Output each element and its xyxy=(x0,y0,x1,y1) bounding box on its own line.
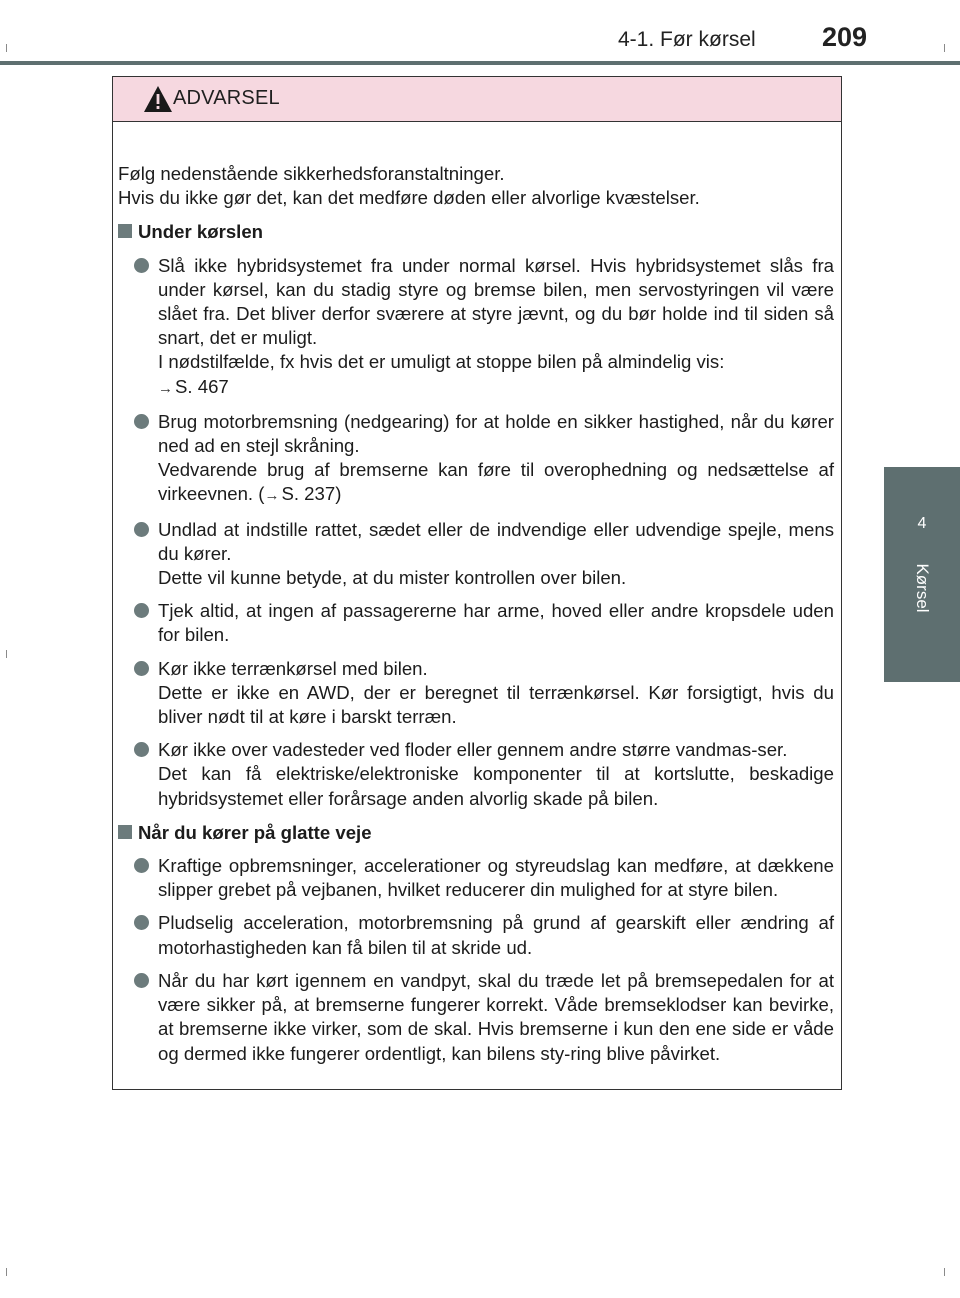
bullet-dot-icon xyxy=(134,603,149,618)
warning-body xyxy=(118,162,834,1066)
paragraph: Kør ikke over vadesteder ved floder eller gennem andre større vandmas-ser. xyxy=(158,739,788,761)
intro-line: Hvis du ikke gør det, kan det medføre døden eller alvorlige kvæstelser. xyxy=(118,187,700,209)
warning-title: ADVARSEL xyxy=(173,87,280,109)
warning-intro xyxy=(118,162,834,210)
bullet-dot-icon xyxy=(134,258,149,273)
list-item xyxy=(118,657,834,730)
crop-mark xyxy=(944,1268,945,1276)
list-item xyxy=(118,518,834,591)
paragraph xyxy=(158,458,834,508)
paragraph: Kraftige opbremsninger, accelerationer og styreudslag kan medføre, at dækkene slipper grebet på vejbanen, hvilket reducerer din mulighed for at styre bilen. xyxy=(158,855,834,901)
intro-line: Følg nedenstående sikkerhedsforanstaltninger. xyxy=(118,163,505,184)
page-reference xyxy=(158,375,834,401)
list-item xyxy=(118,254,834,401)
list-item xyxy=(118,911,834,959)
section-title: 4-1. Før kørsel xyxy=(618,28,756,51)
paragraph: Brug motorbremsning (nedgearing) for at holde en sikker hastighed, når du kører ned ad en stejl skråning. xyxy=(158,410,834,457)
paragraph: I nødstilfælde, fx hvis det er umuligt at stoppe bilen på almindelig vis: xyxy=(158,351,725,373)
crop-mark xyxy=(944,44,945,52)
paragraph: Dette er ikke en AWD, der er beregnet til terrænkørsel. Kør forsigtigt, hvis du bliver nødt til at køre i barskt terræn. xyxy=(158,681,834,728)
paragraph-text: Vedvarende brug af bremserne kan føre til overophedning og nedsættelse af virkeevnen. ( xyxy=(158,459,834,505)
bullet-dot-icon xyxy=(134,858,149,873)
bullet-dot-icon xyxy=(134,915,149,930)
bullet-dot-icon xyxy=(134,522,149,537)
chapter-number: 4 xyxy=(917,515,927,532)
list-item xyxy=(118,854,834,902)
list-item xyxy=(118,410,834,509)
paragraph: Pludselig acceleration, motorbremsning på grund af gearskift eller ændring af motorhastigheden kan få bilen til at skride ud. xyxy=(158,912,834,958)
crop-mark xyxy=(6,44,7,52)
page-number: 209 xyxy=(822,22,868,52)
list-item xyxy=(118,969,834,1066)
paragraph: Dette vil kunne betyde, at du mister kontrollen over bilen. xyxy=(158,567,627,589)
warning-header xyxy=(113,77,841,122)
page-reference-text: S. 467 xyxy=(175,375,229,397)
paragraph: Når du har kørt igennem en vandpyt, skal du træde let på bremsepedalen for at være sikker på, at bremserne fungerer korrekt. Våde bremseklodser kan bevirke, at bremserne ikke virker, som de skal. Hvis bremserne i kun den ene side er våde og dermed ikke fungerer ordentligt, kan bilens sty-ring blive påvirket. xyxy=(158,969,834,1064)
header-rule xyxy=(0,61,960,65)
bullet-dot-icon xyxy=(134,661,149,676)
list-item xyxy=(118,738,834,811)
arrow-right-icon: → xyxy=(158,379,173,397)
square-bullet-icon xyxy=(118,825,132,839)
list-item xyxy=(118,599,834,647)
subheading-text: Når du kører på glatte veje xyxy=(138,821,372,843)
paragraph: Slå ikke hybridsystemet fra under normal kørsel. Hvis hybridsystemet slås fra under kørsel, kan du stadig styre og bremse bilen, men servostyringen vil være slået fra. Det bliver derfor sværere at styre jævnt, og du bør holde ind til siden så snart, det er muligt. xyxy=(158,254,834,349)
paragraph: Det kan få elektriske/elektroniske komponenter til at kortslutte, beskadige hybridsystemet eller forårsage anden alvorlig skade på bilen. xyxy=(158,763,834,809)
subheading-text: Under kørslen xyxy=(138,221,264,243)
paragraph: Tjek altid, at ingen af passagererne har arme, hoved eller andre kropsdele uden for bilen. xyxy=(158,600,834,646)
crop-mark xyxy=(6,1268,7,1276)
bullet-dot-icon xyxy=(134,973,149,988)
paragraph: Undlad at indstille rattet, sædet eller de indvendige eller udvendige spejle, mens du kører. xyxy=(158,518,834,564)
paragraph: Kør ikke terrænkørsel med bilen. xyxy=(158,657,428,679)
arrow-right-icon: → xyxy=(264,487,280,505)
page-reference-text: S. 237) xyxy=(281,483,342,505)
bullet-dot-icon xyxy=(134,414,149,429)
crop-mark xyxy=(6,650,7,658)
chapter-label: Kørsel xyxy=(913,563,932,613)
warning-triangle-icon xyxy=(143,85,173,113)
square-bullet-icon xyxy=(118,224,132,238)
bullet-dot-icon xyxy=(134,742,149,757)
subheading-slippery-roads xyxy=(118,821,834,845)
subheading-under-driving xyxy=(118,220,834,244)
